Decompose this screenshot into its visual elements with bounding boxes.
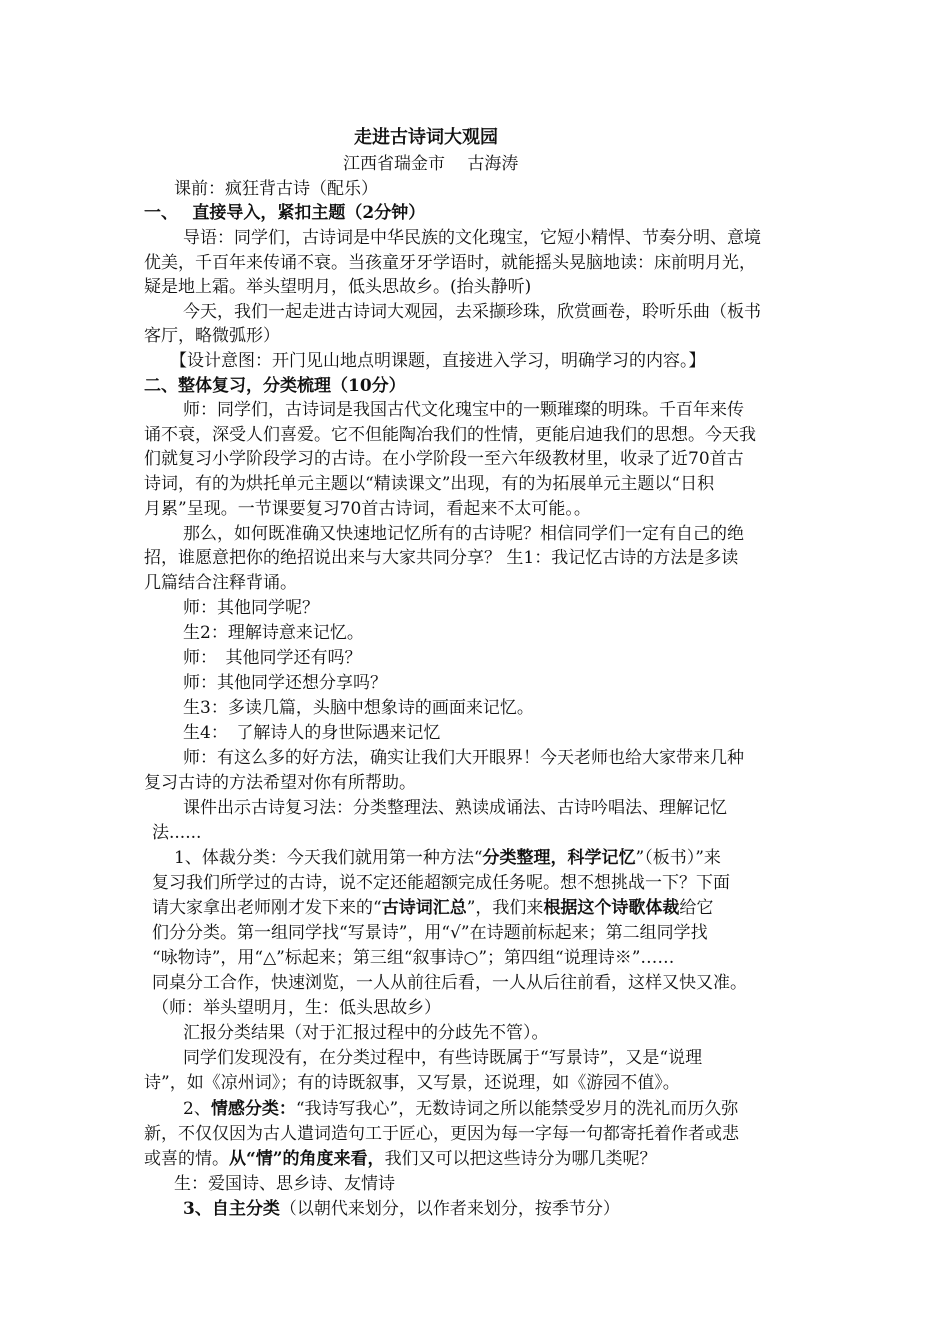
paragraph-line: 同学们发现没有，在分类过程中，有些诗既属于“写景诗”，又是“说理: [183, 1048, 703, 1068]
design-intent: 【设计意图：开门见山地点明课题，直接进入学习，明确学习的内容。】: [170, 351, 706, 371]
bold-run: 根据这个诗歌体裁: [543, 898, 680, 918]
paragraph-line: 诗词，有的为烘托单元主题以“精读课文”出现，有的为拓展单元主题以“日积: [144, 474, 715, 494]
paragraph-line: 生：爱国诗、思乡诗、友情诗: [174, 1174, 395, 1194]
paragraph-line: “咏物诗”，用“△”标起来；第三组“叙事诗○”；第四组“说理诗※”……: [152, 948, 675, 968]
paragraph-line: 今天，我们一起走进古诗词大观园，去采撷珍珠，欣赏画卷，聆听乐曲（板书: [183, 302, 761, 322]
section-1-heading: 一、 直接导入，紧扣主题（2分钟）: [144, 203, 426, 223]
paragraph-line: （师：举头望明月，生：低头思故乡）: [152, 998, 441, 1018]
genre-line-1: [174, 846, 721, 870]
text-run: “我诗写我心”，无数诗词之所以能禁受岁月的洗礼而历久弥: [295, 1099, 739, 1119]
dialogue-line: 师： 其他同学还有吗？: [183, 648, 362, 668]
text-run: 给它: [679, 898, 714, 918]
emotion-line-3: [144, 1147, 657, 1171]
text-run: 或喜的情。: [144, 1149, 229, 1169]
dialogue-line: 生2：理解诗意来记忆。: [183, 623, 364, 643]
document-title: 走进古诗词大观园: [354, 127, 498, 148]
dialogue-line: 师：其他同学呢？: [183, 598, 319, 618]
text-run: （以朝代来划分，以作者来划分，按季节分）: [279, 1199, 620, 1219]
bold-run: 3、自主分类: [183, 1199, 280, 1219]
paragraph-line: 同桌分工合作，快速浏览，一人从前往后看，一人从后往前看，这样又快又准。: [152, 973, 747, 993]
paragraph-line: 月累”呈现。一节课要复习70首古诗词，看起来不太可能。。: [144, 499, 591, 519]
paragraph-line: 汇报分类结果（对于汇报过程中的分歧先不管）。: [183, 1023, 549, 1043]
bold-run: 分类整理，科学记忆: [482, 848, 636, 868]
paragraph-line: 导语：同学们，古诗词是中华民族的文化瑰宝，它短小精悍、节奏分明、意境: [183, 228, 761, 248]
text-run: 1、体裁分类：今天我们就用第一种方法“: [174, 848, 483, 868]
text-run: ”（板书）”来: [635, 848, 721, 868]
section-2-heading: 二、整体复习，分类梳理（10分）: [144, 376, 406, 396]
paragraph-line: 疑是地上霜。举头望明月，低头思故乡。(抬头静听): [144, 277, 532, 297]
paragraph-line: 几篇结合注释背诵。: [144, 573, 297, 593]
paragraph-line: 复习我们所学过的古诗，说不定还能超额完成任务呢。想不想挑战一下？下面: [152, 873, 730, 893]
paragraph-line: 诗”，如《凉州词》；有的诗既叙事，又写景，还说理，如《游园不值》。: [144, 1073, 680, 1093]
dialogue-line: 生4： 了解诗人的身世际遇来记忆: [183, 723, 441, 743]
text-run: 请大家拿出老师刚才发下来的“: [152, 898, 382, 918]
paragraph-line: 那么，如何既准确又快速地记忆所有的古诗呢？相信同学们一定有自己的绝: [183, 524, 744, 544]
paragraph-line: 新，不仅仅因为古人遣词造句工于匠心，更因为每一字每一句都寄托着作者或悲: [144, 1124, 739, 1144]
paragraph-line: 们分分类。第一组同学找“写景诗”，用“√”在诗题前标起来；第二组同学找: [152, 923, 708, 943]
text-run: 2、: [183, 1099, 211, 1119]
paragraph-line: 师：有这么多的好方法，确实让我们大开眼界！今天老师也给大家带来几种: [183, 748, 744, 768]
self-classify-line: [183, 1197, 620, 1221]
paragraph-line: 课件出示古诗复习法：分类整理法、熟读成诵法、古诗吟唱法、理解记忆: [183, 798, 727, 818]
emotion-line-1: [183, 1097, 738, 1121]
dialogue-line: 师：其他同学还想分享吗？: [183, 673, 387, 693]
paragraph-line: 法......: [152, 823, 202, 843]
paragraph-line: 招，谁愿意把你的绝招说出来与大家共同分享？ 生1：我记忆古诗的方法是多读: [144, 548, 739, 568]
bold-run: 从“情”的角度来看，: [229, 1149, 385, 1169]
paragraph-line: 诵不衰，深受人们喜爱。它不但能陶冶我们的性情，更能启迪我们的思想。今天我: [144, 425, 756, 445]
paragraph-line: 优美，千百年来传诵不衰。当孩童牙牙学语时，就能摇头晃脑地读：床前明月光，: [144, 253, 756, 273]
paragraph-line: 师：同学们，古诗词是我国古代文化瑰宝中的一颗璀璨的明珠。千百年来传: [183, 400, 744, 420]
pre-class-line: 课前：疯狂背古诗（配乐）: [174, 179, 378, 199]
author-line: 江西省瑞金市 古海涛: [343, 154, 519, 174]
genre-line-3: [152, 896, 713, 920]
bold-run: 古诗词汇总: [381, 898, 467, 918]
paragraph-line: 客厅，略微弧形）: [144, 326, 280, 346]
paragraph-line: 复习古诗的方法希望对你有所帮助。: [144, 773, 416, 793]
paragraph-line: 们就复习小学阶段学习的古诗。在小学阶段一至六年级教材里，收录了近70首古: [144, 449, 744, 469]
text-run: 我们又可以把这些诗分为哪几类呢？: [384, 1149, 657, 1169]
bold-run: 情感分类：: [210, 1099, 296, 1119]
text-run: ”，我们来: [466, 898, 544, 918]
dialogue-line: 生3：多读几篇，头脑中想象诗的画面来记忆。: [183, 698, 534, 718]
